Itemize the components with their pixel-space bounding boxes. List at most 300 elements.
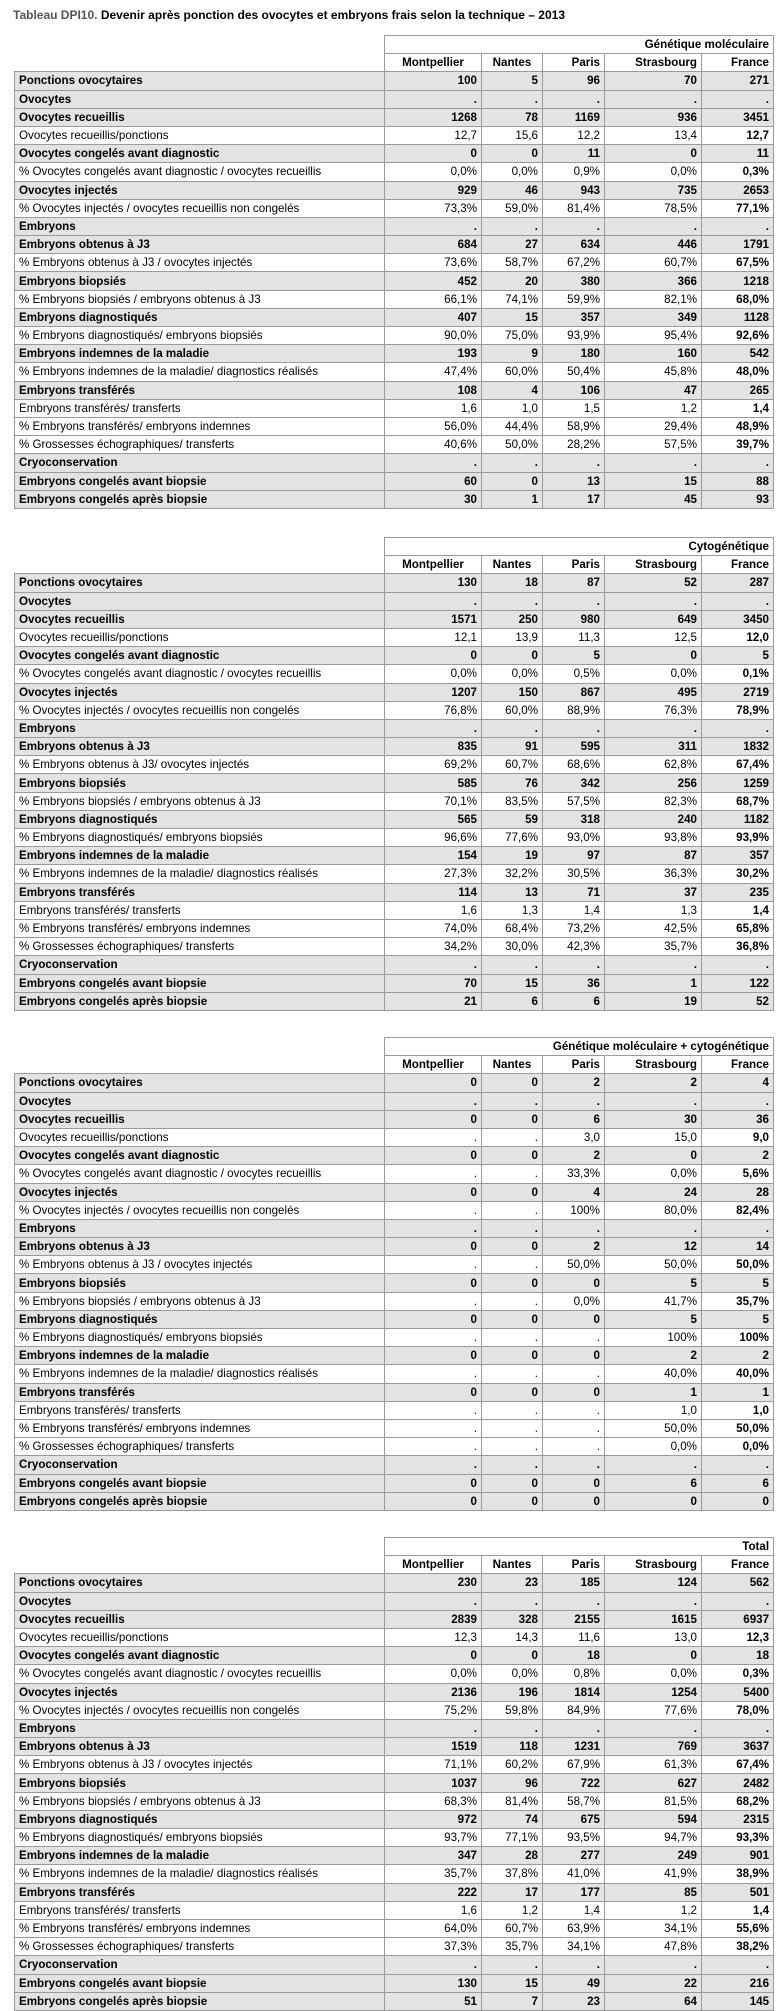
- value-cell: 11,3: [543, 628, 605, 646]
- value-cell: 80,0%: [605, 1201, 702, 1219]
- value-cell: .: [385, 1419, 482, 1437]
- value-cell: 0: [385, 1647, 482, 1665]
- value-cell: 93,8%: [605, 829, 702, 847]
- value-cell: 40,0%: [702, 1365, 774, 1383]
- table-row: [15, 1438, 774, 1456]
- blank-cell: [15, 556, 385, 574]
- value-cell: 60,7%: [482, 756, 543, 774]
- value-cell: 77,1%: [482, 1829, 543, 1847]
- row-label: % Embryons diagnostiqués/ embryons biopsiés: [15, 327, 385, 345]
- row-label: Embryons: [15, 719, 385, 737]
- row-label: % Embryons biopsiés / embryons obtenus à J3: [15, 1292, 385, 1310]
- value-cell: 88,9%: [543, 701, 605, 719]
- value-cell: 4: [482, 381, 543, 399]
- row-label: % Ovocytes injectés / ovocytes recueillis non congelés: [15, 199, 385, 217]
- row-label: Embryons congelés après biopsie: [15, 992, 385, 1010]
- row-label: Ovocytes: [15, 90, 385, 108]
- value-cell: 154: [385, 847, 482, 865]
- row-label: Ovocytes: [15, 1092, 385, 1110]
- value-cell: 15: [482, 1974, 543, 1992]
- value-cell: 0,8%: [543, 1665, 605, 1683]
- value-cell: 235: [702, 883, 774, 901]
- table-row: [15, 1147, 774, 1165]
- value-cell: 35,7%: [385, 1865, 482, 1883]
- value-cell: .: [385, 1956, 482, 1974]
- value-cell: 216: [702, 1974, 774, 1992]
- table-row: [15, 1883, 774, 1901]
- value-cell: 67,9%: [543, 1756, 605, 1774]
- table-row: [15, 1574, 774, 1592]
- value-cell: .: [385, 1128, 482, 1146]
- value-cell: 328: [482, 1610, 543, 1628]
- value-cell: 29,4%: [605, 417, 702, 435]
- table-row: [15, 1647, 774, 1665]
- value-cell: 68,7%: [702, 792, 774, 810]
- table-row: [15, 1183, 774, 1201]
- value-cell: 39,7%: [702, 436, 774, 454]
- value-cell: 0,0%: [702, 1438, 774, 1456]
- value-cell: 13,0: [605, 1628, 702, 1646]
- value-cell: 271: [702, 72, 774, 90]
- value-cell: 0: [482, 145, 543, 163]
- data-table: [14, 35, 774, 509]
- value-cell: 48,9%: [702, 417, 774, 435]
- row-label: % Embryons indemnes de la maladie/ diagnostics réalisés: [15, 865, 385, 883]
- column-header: Strasbourg: [605, 556, 702, 574]
- table-row: [15, 1492, 774, 1510]
- table-row: [15, 345, 774, 363]
- table-row: [15, 628, 774, 646]
- value-cell: 21: [385, 992, 482, 1010]
- value-cell: 0: [385, 1310, 482, 1328]
- value-cell: 76,3%: [605, 701, 702, 719]
- table-row: [15, 1347, 774, 1365]
- row-label: Embryons: [15, 1219, 385, 1237]
- value-cell: .: [482, 1719, 543, 1737]
- table-row: [15, 163, 774, 181]
- value-cell: 452: [385, 272, 482, 290]
- value-cell: 0: [543, 1347, 605, 1365]
- value-cell: 0: [482, 1647, 543, 1665]
- column-header: Nantes: [482, 1556, 543, 1574]
- value-cell: 722: [543, 1774, 605, 1792]
- table-row: [15, 1219, 774, 1237]
- value-cell: 2719: [702, 683, 774, 701]
- value-cell: 1832: [702, 738, 774, 756]
- column-header: Nantes: [482, 1056, 543, 1074]
- value-cell: 277: [543, 1847, 605, 1865]
- value-cell: .: [543, 1401, 605, 1419]
- value-cell: .: [385, 1201, 482, 1219]
- row-label: Ponctions ovocytaires: [15, 1074, 385, 1092]
- value-cell: .: [605, 1592, 702, 1610]
- value-cell: 2136: [385, 1683, 482, 1701]
- value-cell: 87: [543, 574, 605, 592]
- value-cell: 28: [482, 1847, 543, 1865]
- value-cell: 5,6%: [702, 1165, 774, 1183]
- value-cell: 0: [482, 1347, 543, 1365]
- value-cell: .: [605, 1719, 702, 1737]
- table-row: [15, 938, 774, 956]
- value-cell: 71,1%: [385, 1756, 482, 1774]
- row-label: % Embryons indemnes de la maladie/ diagnostics réalisés: [15, 1865, 385, 1883]
- value-cell: 130: [385, 574, 482, 592]
- value-cell: 1: [605, 974, 702, 992]
- value-cell: 929: [385, 181, 482, 199]
- value-cell: 6: [543, 992, 605, 1010]
- row-label: Embryons congelés avant biopsie: [15, 472, 385, 490]
- table-row: [15, 1683, 774, 1701]
- row-label: Embryons transférés: [15, 883, 385, 901]
- value-cell: .: [605, 90, 702, 108]
- column-header-row: [15, 556, 774, 574]
- table-row: [15, 108, 774, 126]
- value-cell: 585: [385, 774, 482, 792]
- table-row: [15, 1719, 774, 1737]
- value-cell: 2: [543, 1238, 605, 1256]
- value-cell: 1128: [702, 308, 774, 326]
- row-label: % Grossesses échographiques/ transferts: [15, 1438, 385, 1456]
- value-cell: .: [385, 1719, 482, 1737]
- row-label: Embryons congelés après biopsie: [15, 1492, 385, 1510]
- value-cell: 76: [482, 774, 543, 792]
- value-cell: 407: [385, 308, 482, 326]
- value-cell: 13,9: [482, 628, 543, 646]
- value-cell: 92,6%: [702, 327, 774, 345]
- value-cell: .: [482, 1365, 543, 1383]
- value-cell: 34,1%: [543, 1938, 605, 1956]
- table-row: [15, 610, 774, 628]
- value-cell: 185: [543, 1574, 605, 1592]
- value-cell: 1,4: [543, 901, 605, 919]
- row-label: % Ovocytes congelés avant diagnostic / ovocytes recueillis: [15, 665, 385, 683]
- value-cell: .: [543, 1365, 605, 1383]
- table-row: [15, 1256, 774, 1274]
- row-label: Embryons obtenus à J3: [15, 236, 385, 254]
- value-cell: 2: [605, 1074, 702, 1092]
- value-cell: 50,0%: [482, 436, 543, 454]
- table-row: [15, 829, 774, 847]
- value-cell: .: [482, 217, 543, 235]
- value-cell: 311: [605, 738, 702, 756]
- value-cell: 2: [702, 1347, 774, 1365]
- value-cell: 177: [543, 1883, 605, 1901]
- value-cell: 1,6: [385, 901, 482, 919]
- row-label: Embryons diagnostiqués: [15, 308, 385, 326]
- value-cell: 0,0%: [482, 163, 543, 181]
- value-cell: 17: [543, 490, 605, 508]
- value-cell: 76,8%: [385, 701, 482, 719]
- table-row: [15, 490, 774, 508]
- table-row: [15, 1974, 774, 1992]
- column-header: Montpellier: [385, 556, 482, 574]
- value-cell: 30,2%: [702, 865, 774, 883]
- value-cell: 0: [482, 1074, 543, 1092]
- column-header: Nantes: [482, 556, 543, 574]
- value-cell: 1037: [385, 1774, 482, 1792]
- value-cell: 59,8%: [482, 1701, 543, 1719]
- value-cell: 67,5%: [702, 254, 774, 272]
- value-cell: 0: [482, 647, 543, 665]
- value-cell: .: [605, 217, 702, 235]
- value-cell: .: [482, 1219, 543, 1237]
- value-cell: 35,7%: [702, 1292, 774, 1310]
- table-row: [15, 883, 774, 901]
- row-label: Ovocytes recueillis/ponctions: [15, 1128, 385, 1146]
- row-label: % Embryons diagnostiqués/ embryons biopsiés: [15, 1329, 385, 1347]
- value-cell: 0: [605, 1647, 702, 1665]
- value-cell: 42,5%: [605, 919, 702, 937]
- value-cell: 40,0%: [605, 1365, 702, 1383]
- value-cell: 1814: [543, 1683, 605, 1701]
- value-cell: 50,4%: [543, 363, 605, 381]
- value-cell: .: [605, 956, 702, 974]
- value-cell: .: [702, 956, 774, 974]
- row-label: % Embryons biopsiés / embryons obtenus à J3: [15, 1792, 385, 1810]
- value-cell: 1,4: [702, 901, 774, 919]
- value-cell: 24: [605, 1183, 702, 1201]
- section-title: Génétique moléculaire + cytogénétique: [385, 1038, 774, 1056]
- value-cell: 93,5%: [543, 1829, 605, 1847]
- table-row: [15, 126, 774, 144]
- row-label: % Embryons obtenus à J3/ ovocytes injectés: [15, 756, 385, 774]
- value-cell: 0,0%: [605, 1165, 702, 1183]
- value-cell: 542: [702, 345, 774, 363]
- column-header: Paris: [543, 1556, 605, 1574]
- value-cell: 1,4: [702, 399, 774, 417]
- value-cell: 0,0%: [543, 1292, 605, 1310]
- value-cell: 357: [543, 308, 605, 326]
- value-cell: 287: [702, 574, 774, 592]
- blank-cell: [15, 1056, 385, 1074]
- row-label: Embryons diagnostiqués: [15, 810, 385, 828]
- column-header-row: [15, 1556, 774, 1574]
- value-cell: 675: [543, 1810, 605, 1828]
- value-cell: 15: [482, 308, 543, 326]
- value-cell: .: [385, 1092, 482, 1110]
- value-cell: 349: [605, 308, 702, 326]
- value-cell: 0,9%: [543, 163, 605, 181]
- value-cell: .: [702, 719, 774, 737]
- table-row: [15, 665, 774, 683]
- value-cell: 50,0%: [605, 1256, 702, 1274]
- row-label: % Embryons obtenus à J3 / ovocytes injectés: [15, 254, 385, 272]
- value-cell: .: [482, 1956, 543, 1974]
- value-cell: 0: [702, 1492, 774, 1510]
- column-header: France: [702, 1556, 774, 1574]
- value-cell: 1,4: [543, 1901, 605, 1919]
- value-cell: 5: [702, 1310, 774, 1328]
- row-label: Embryons transférés: [15, 381, 385, 399]
- table-row: [15, 1756, 774, 1774]
- value-cell: 1169: [543, 108, 605, 126]
- value-cell: 1,0: [482, 399, 543, 417]
- value-cell: 0: [385, 1274, 482, 1292]
- value-cell: .: [385, 454, 482, 472]
- row-label: % Embryons biopsiés / embryons obtenus à J3: [15, 792, 385, 810]
- table-row: [15, 756, 774, 774]
- value-cell: 18: [543, 1647, 605, 1665]
- row-label: Ovocytes recueillis/ponctions: [15, 628, 385, 646]
- value-cell: .: [385, 90, 482, 108]
- value-cell: 67,4%: [702, 1756, 774, 1774]
- column-header: Montpellier: [385, 54, 482, 72]
- value-cell: 0: [482, 1183, 543, 1201]
- row-label: % Embryons obtenus à J3 / ovocytes injectés: [15, 1256, 385, 1274]
- value-cell: 81,5%: [605, 1792, 702, 1810]
- value-cell: 32,2%: [482, 865, 543, 883]
- table-row: [15, 956, 774, 974]
- value-cell: 0: [385, 145, 482, 163]
- table-row: [15, 738, 774, 756]
- value-cell: 100%: [702, 1329, 774, 1347]
- row-label: Ovocytes: [15, 1592, 385, 1610]
- value-cell: 78: [482, 108, 543, 126]
- value-cell: .: [543, 1956, 605, 1974]
- row-label: % Embryons transférés/ embryons indemnes: [15, 919, 385, 937]
- value-cell: 0: [385, 1147, 482, 1165]
- value-cell: .: [385, 1165, 482, 1183]
- value-cell: 1207: [385, 683, 482, 701]
- value-cell: 13: [543, 472, 605, 490]
- data-table: [14, 1537, 774, 2011]
- table-row: [15, 1238, 774, 1256]
- value-cell: 0: [605, 647, 702, 665]
- value-cell: 22: [605, 1974, 702, 1992]
- value-cell: 36: [702, 1110, 774, 1128]
- row-label: Embryons: [15, 1719, 385, 1737]
- value-cell: 1,6: [385, 399, 482, 417]
- row-label: % Ovocytes injectés / ovocytes recueillis non congelés: [15, 1201, 385, 1219]
- row-label: Ovocytes recueillis: [15, 1610, 385, 1628]
- table-row: [15, 1165, 774, 1183]
- value-cell: 0: [482, 1274, 543, 1292]
- section-row: [15, 1538, 774, 1556]
- row-label: % Grossesses échographiques/ transferts: [15, 436, 385, 454]
- table-row: [15, 454, 774, 472]
- value-cell: 30,5%: [543, 865, 605, 883]
- value-cell: 11: [543, 145, 605, 163]
- column-header: France: [702, 1056, 774, 1074]
- value-cell: 0: [543, 1492, 605, 1510]
- value-cell: 12,7: [702, 126, 774, 144]
- value-cell: 12,1: [385, 628, 482, 646]
- table-row: [15, 1628, 774, 1646]
- value-cell: .: [543, 454, 605, 472]
- value-cell: 0,1%: [702, 665, 774, 683]
- value-cell: 57,5%: [605, 436, 702, 454]
- table-row: [15, 181, 774, 199]
- value-cell: 50,0%: [605, 1419, 702, 1437]
- row-label: Embryons biopsiés: [15, 1274, 385, 1292]
- table-row: [15, 272, 774, 290]
- value-cell: 38,2%: [702, 1938, 774, 1956]
- value-cell: 40,6%: [385, 436, 482, 454]
- value-cell: 1254: [605, 1683, 702, 1701]
- value-cell: .: [482, 1165, 543, 1183]
- table-row: [15, 719, 774, 737]
- value-cell: 45: [605, 490, 702, 508]
- value-cell: 70: [605, 72, 702, 90]
- value-cell: 108: [385, 381, 482, 399]
- value-cell: 60,0%: [482, 363, 543, 381]
- row-label: Ponctions ovocytaires: [15, 72, 385, 90]
- value-cell: .: [385, 1365, 482, 1383]
- value-cell: 1: [702, 1383, 774, 1401]
- row-label: Ponctions ovocytaires: [15, 1574, 385, 1592]
- row-label: Ovocytes congelés avant diagnostic: [15, 647, 385, 665]
- table-row: [15, 236, 774, 254]
- value-cell: 347: [385, 1847, 482, 1865]
- row-label: Ovocytes recueillis: [15, 1110, 385, 1128]
- value-cell: 27,3%: [385, 865, 482, 883]
- table-title-text: Devenir après ponction des ovocytes et embryons frais selon la technique – 2013: [100, 8, 565, 22]
- table-row: [15, 399, 774, 417]
- table-row: [15, 974, 774, 992]
- table-row: [15, 592, 774, 610]
- value-cell: 73,6%: [385, 254, 482, 272]
- value-cell: 11: [702, 145, 774, 163]
- value-cell: 59,0%: [482, 199, 543, 217]
- value-cell: .: [605, 1456, 702, 1474]
- value-cell: 0: [482, 1310, 543, 1328]
- row-label: Ovocytes congelés avant diagnostic: [15, 1647, 385, 1665]
- value-cell: 51: [385, 1992, 482, 2010]
- value-cell: 0: [543, 1474, 605, 1492]
- row-label: Embryons indemnes de la maladie: [15, 1847, 385, 1865]
- row-label: % Embryons transférés/ embryons indemnes: [15, 1419, 385, 1437]
- value-cell: .: [482, 719, 543, 737]
- value-cell: 64: [605, 1992, 702, 2010]
- value-cell: 57,5%: [543, 792, 605, 810]
- value-cell: 47: [605, 381, 702, 399]
- value-cell: 93: [702, 490, 774, 508]
- value-cell: 37,8%: [482, 1865, 543, 1883]
- value-cell: .: [385, 1292, 482, 1310]
- value-cell: 130: [385, 1974, 482, 1992]
- value-cell: 0: [482, 1238, 543, 1256]
- value-cell: 595: [543, 738, 605, 756]
- table-block: [14, 35, 773, 509]
- value-cell: 684: [385, 236, 482, 254]
- blank-cell: [15, 1556, 385, 1574]
- column-header: Paris: [543, 556, 605, 574]
- value-cell: 30: [605, 1110, 702, 1128]
- table-row: [15, 381, 774, 399]
- row-label: Embryons congelés après biopsie: [15, 490, 385, 508]
- value-cell: .: [543, 1456, 605, 1474]
- value-cell: .: [482, 1329, 543, 1347]
- value-cell: 0,0%: [385, 163, 482, 181]
- value-cell: 67,2%: [543, 254, 605, 272]
- value-cell: 565: [385, 810, 482, 828]
- value-cell: 0: [482, 1110, 543, 1128]
- value-cell: 0,0%: [482, 665, 543, 683]
- row-label: Embryons transférés/ transferts: [15, 1901, 385, 1919]
- value-cell: 4: [543, 1183, 605, 1201]
- value-cell: 78,0%: [702, 1701, 774, 1719]
- row-label: Ovocytes recueillis: [15, 108, 385, 126]
- value-cell: .: [482, 1456, 543, 1474]
- row-label: Embryons diagnostiqués: [15, 1310, 385, 1328]
- value-cell: 65,8%: [702, 919, 774, 937]
- table-row: [15, 1847, 774, 1865]
- value-cell: 12,2: [543, 126, 605, 144]
- value-cell: .: [605, 1092, 702, 1110]
- value-cell: 41,7%: [605, 1292, 702, 1310]
- value-cell: .: [543, 1219, 605, 1237]
- row-label: % Ovocytes injectés / ovocytes recueillis non congelés: [15, 701, 385, 719]
